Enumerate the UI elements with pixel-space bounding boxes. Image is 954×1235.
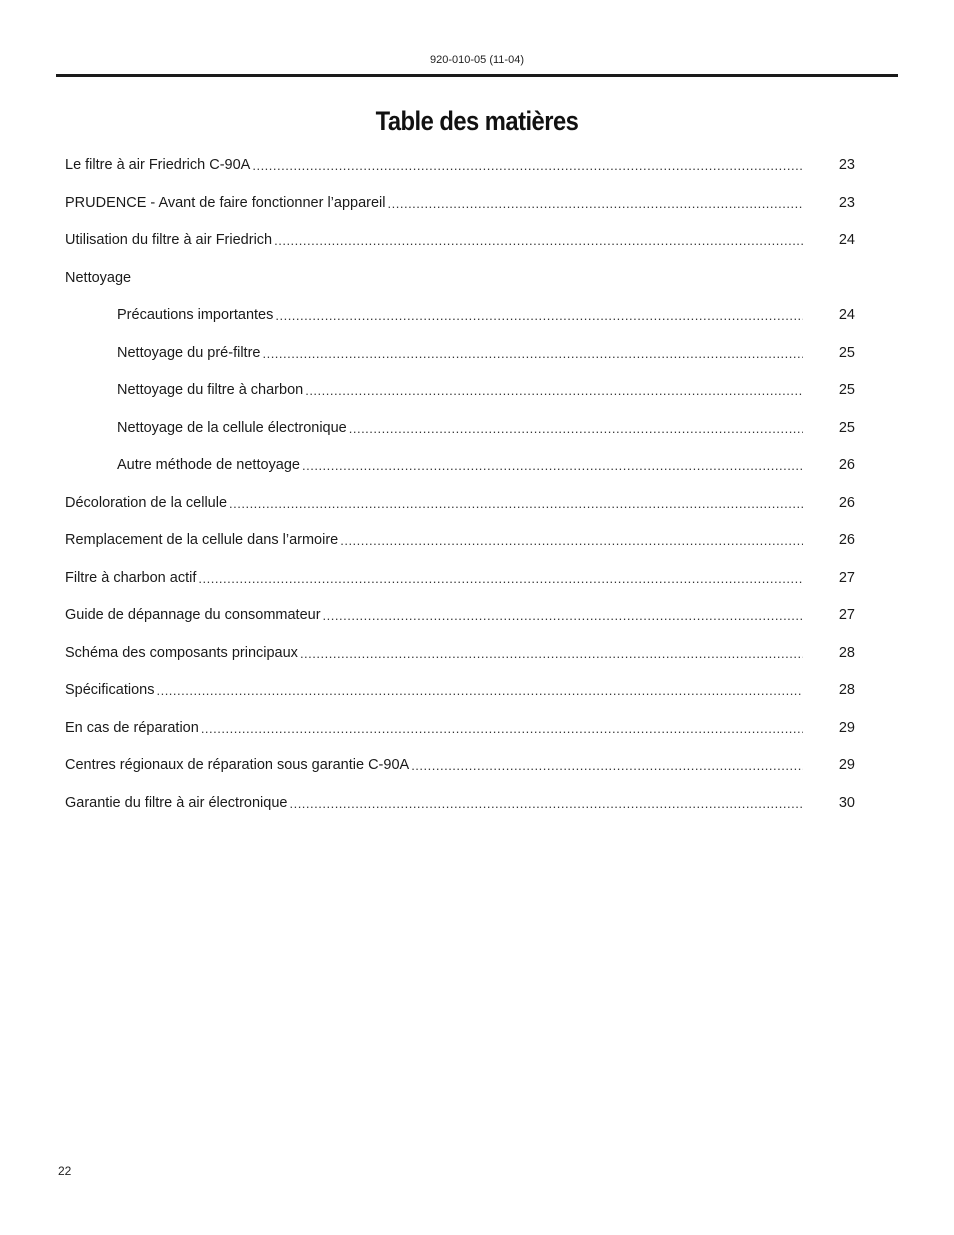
- toc-section-heading: [65, 269, 855, 307]
- toc-subentry[interactable]: [65, 456, 855, 494]
- toc-subentry[interactable]: [65, 344, 855, 382]
- toc-entry-label: Nettoyage de la cellule électronique: [117, 419, 347, 436]
- toc-entry-page: 26: [838, 532, 855, 548]
- toc-entry-page: 24: [838, 307, 855, 323]
- toc-entry[interactable]: [65, 531, 855, 569]
- toc-entry-label: Filtre à charbon actif: [65, 569, 197, 586]
- toc-leader-dots: [411, 756, 803, 775]
- toc-entry[interactable]: [65, 156, 855, 194]
- toc-entry-page: 23: [838, 157, 855, 173]
- toc-entry-label: Schéma des composants principaux: [65, 644, 298, 661]
- toc-entry-label: PRUDENCE - Avant de faire fonctionner l’appareil: [65, 194, 386, 211]
- toc-leader-dots: [300, 644, 803, 663]
- toc-entry-page: 28: [838, 682, 855, 698]
- toc-leader-dots: [305, 381, 803, 400]
- toc-entry-page: 27: [838, 607, 855, 623]
- toc-leader-dots: [229, 494, 803, 513]
- toc-entry-label: Remplacement de la cellule dans l’armoire: [65, 532, 339, 548]
- toc-entry[interactable]: [65, 606, 855, 644]
- toc-entry[interactable]: [65, 644, 855, 682]
- toc-entry[interactable]: [65, 681, 855, 719]
- toc-leader-dots: [156, 681, 803, 700]
- toc-entry[interactable]: [65, 756, 855, 794]
- toc-entry-page: 26: [838, 457, 855, 473]
- page-title: Table des matières: [375, 106, 579, 136]
- toc-entry[interactable]: [65, 231, 855, 269]
- toc-entry-label: Précautions importantes: [117, 307, 274, 323]
- page-number: 22: [58, 1164, 72, 1178]
- toc-entry-label: Spécifications: [65, 682, 155, 698]
- toc-entry-label: Nettoyage du pré-filtre: [117, 344, 261, 361]
- toc-leader-dots: [252, 156, 803, 175]
- toc-entry-page: 29: [838, 719, 855, 736]
- toc-entry-label: Nettoyage: [65, 269, 132, 286]
- toc-entry-page: 25: [838, 344, 855, 361]
- header-rule: [56, 74, 898, 77]
- toc-leader-dots: [201, 719, 803, 738]
- toc-subentry[interactable]: [65, 419, 855, 457]
- toc-entry-label: Centres régionaux de réparation sous garantie C-90A: [65, 757, 410, 773]
- toc-leader-dots: [349, 419, 803, 438]
- toc-entry-label: Garantie du filtre à air électronique: [65, 794, 288, 811]
- toc-leader-dots: [275, 306, 803, 325]
- toc-entry[interactable]: [65, 194, 855, 232]
- toc-entry-label: En cas de réparation: [65, 719, 199, 736]
- toc-entry-label: Autre méthode de nettoyage: [117, 457, 300, 473]
- toc-leader-dots: [340, 531, 803, 550]
- toc-leader-dots: [289, 794, 803, 813]
- toc-entry[interactable]: [65, 719, 855, 757]
- toc-entry-label: Guide de dépannage du consommateur: [65, 607, 321, 623]
- toc-entry-page: 24: [838, 232, 855, 248]
- toc-leader-dots: [323, 606, 803, 625]
- toc-leader-dots: [198, 569, 803, 588]
- toc-entry-label: Utilisation du filtre à air Friedrich: [65, 232, 273, 248]
- table-of-contents: [65, 156, 855, 831]
- toc-leader-dots: [262, 344, 803, 363]
- toc-leader-dots: [302, 456, 803, 475]
- toc-entry-page: 23: [838, 194, 855, 211]
- toc-entry[interactable]: [65, 494, 855, 532]
- document-code: 920-010-05 (11-04): [430, 54, 524, 66]
- toc-entry-page: 29: [838, 757, 855, 773]
- toc-leader-dots: [274, 231, 803, 250]
- toc-entry-page: 28: [838, 644, 855, 661]
- toc-entry-page: 25: [838, 419, 855, 436]
- toc-entry-page: 27: [838, 569, 855, 586]
- toc-entry-page: 26: [838, 494, 855, 511]
- toc-entry[interactable]: [65, 569, 855, 607]
- toc-entry[interactable]: [65, 794, 855, 832]
- toc-leader-dots: [388, 194, 803, 213]
- toc-entry-page: 30: [838, 794, 855, 811]
- toc-subentry[interactable]: [65, 381, 855, 419]
- toc-entry-label: Nettoyage du filtre à charbon: [117, 382, 304, 398]
- toc-entry-label: Décoloration de la cellule: [65, 494, 228, 511]
- toc-entry-label: Le filtre à air Friedrich C-90A: [65, 157, 251, 173]
- toc-subentry[interactable]: [65, 306, 855, 344]
- toc-entry-page: 25: [838, 382, 855, 398]
